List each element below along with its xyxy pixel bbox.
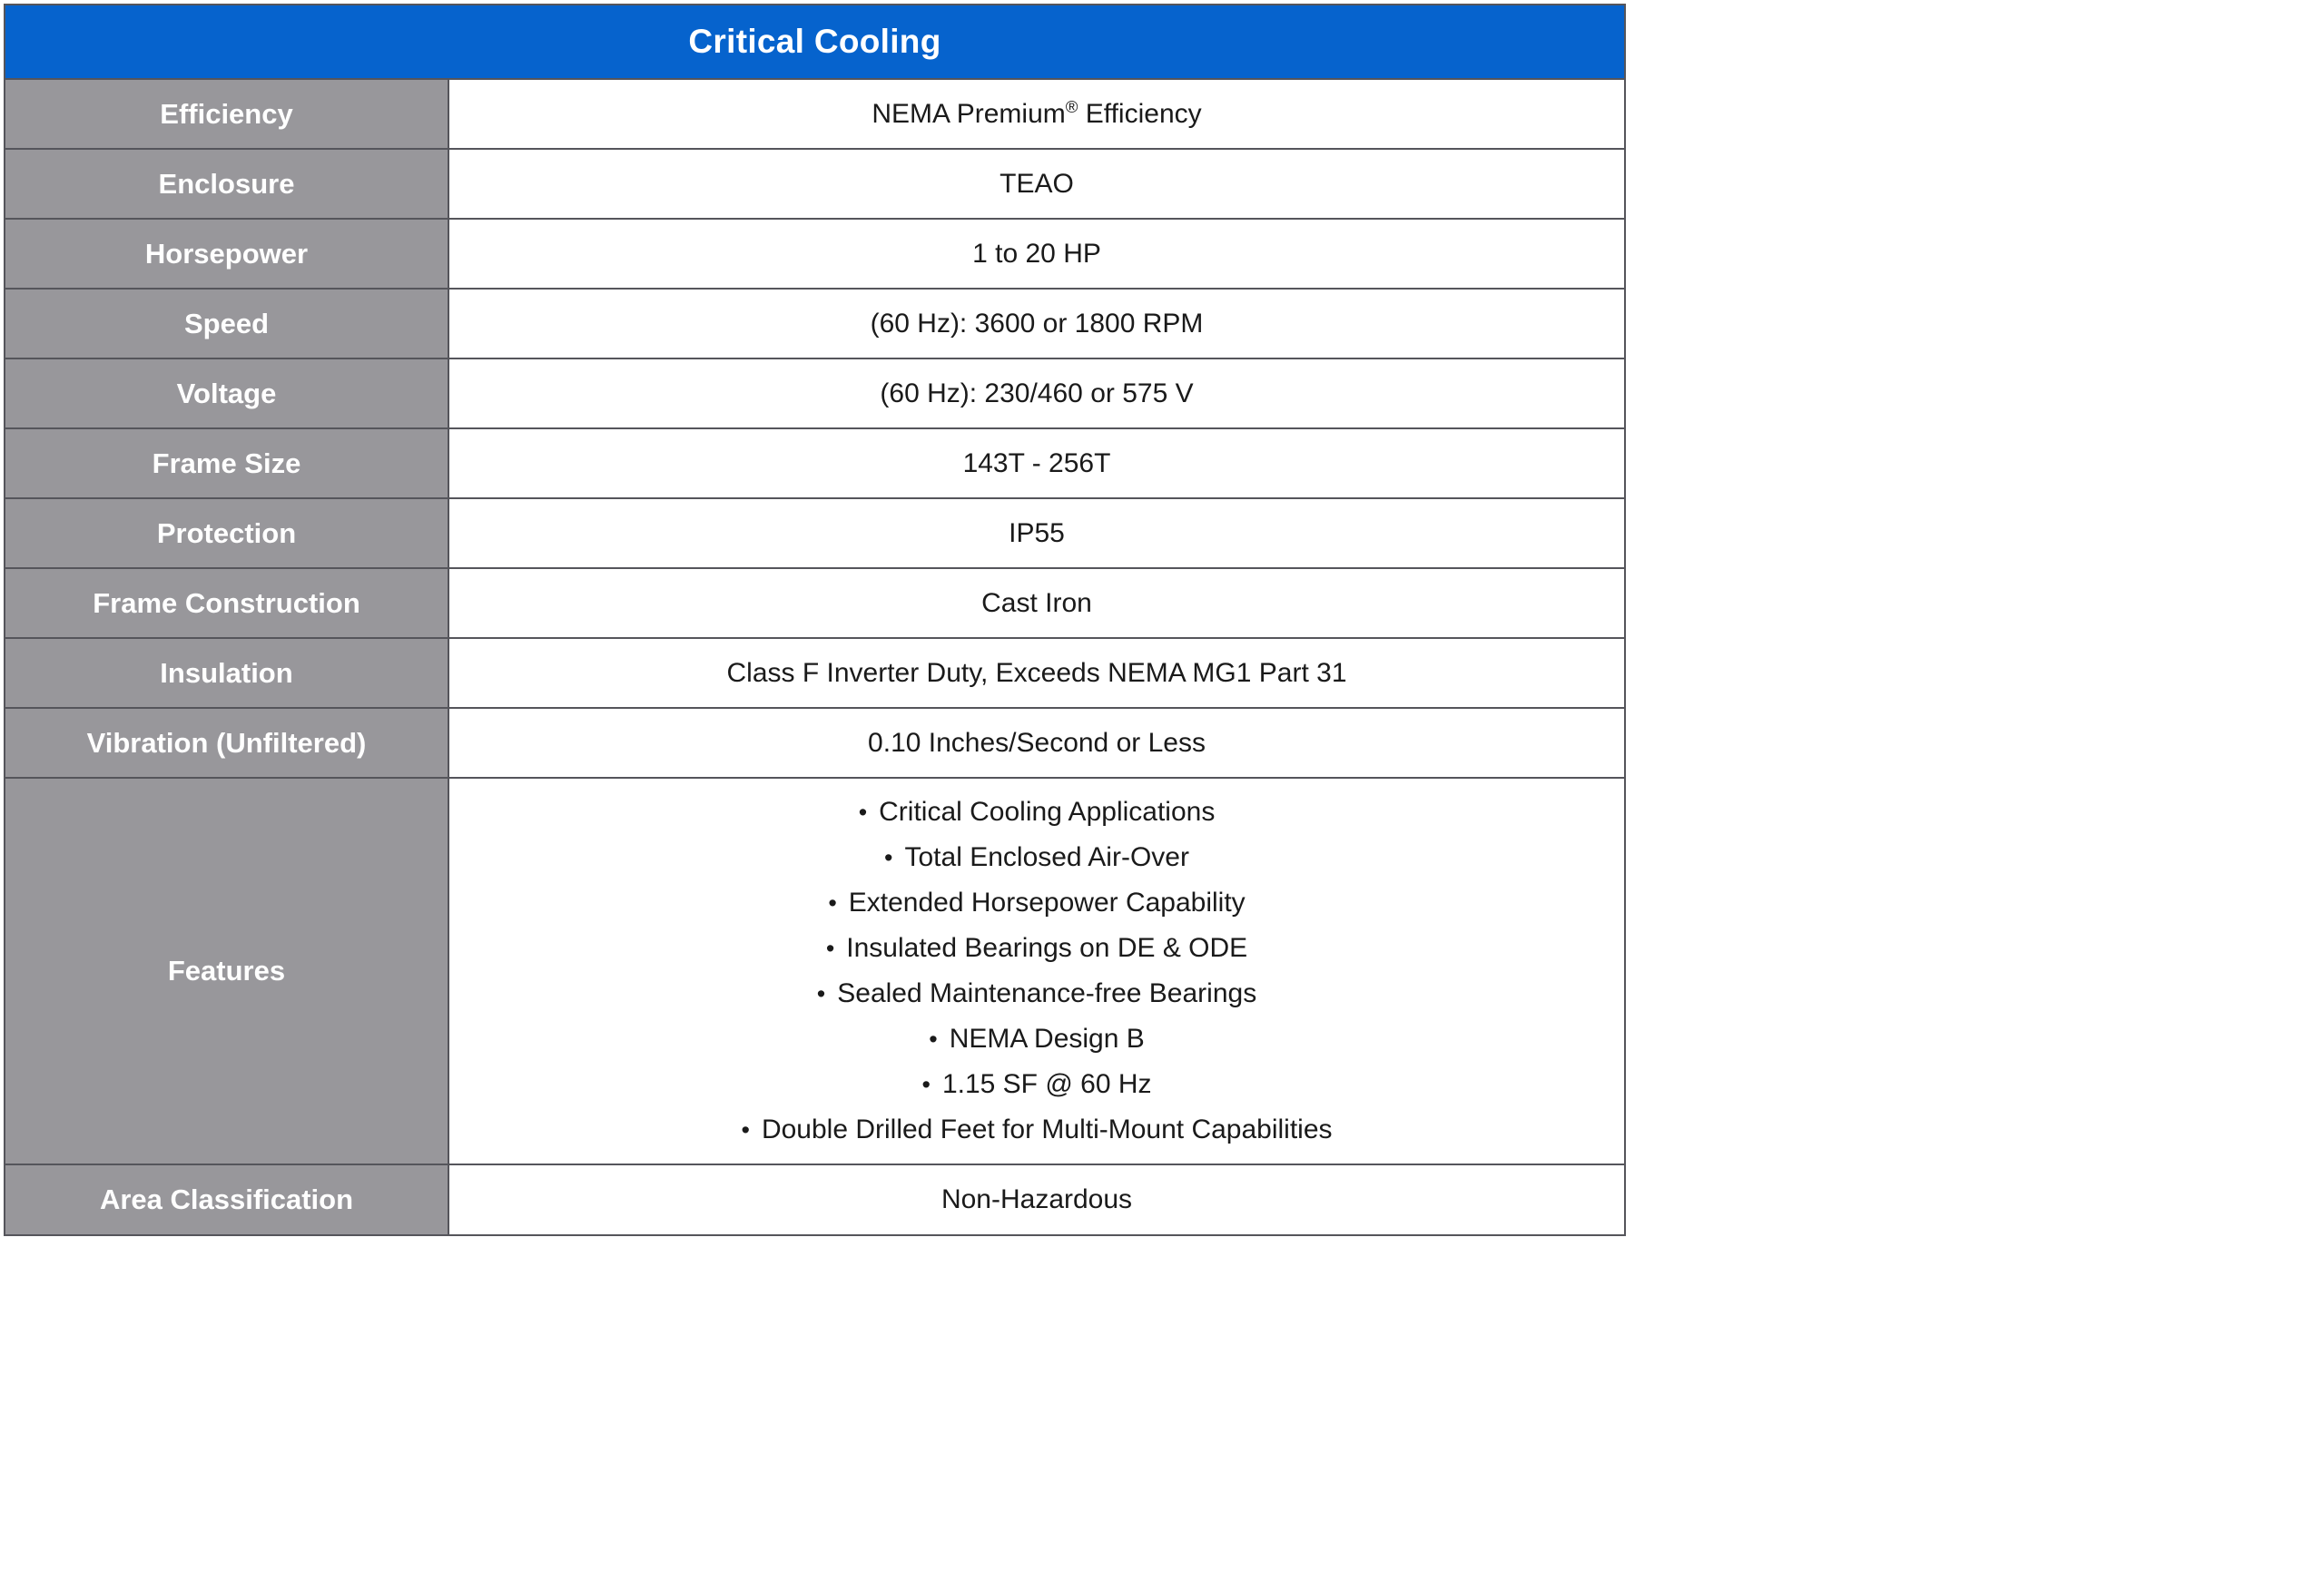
critical-cooling-spec-table	[4, 4, 1626, 1236]
row-label-horsepower: Horsepower	[5, 219, 448, 289]
spec-row-speed	[5, 289, 1625, 358]
feature-item: • Total Enclosed Air-Over	[458, 835, 1615, 880]
spec-row-vibration-unfiltered	[5, 708, 1625, 778]
row-value-efficiency: NEMA Premium® Efficiency	[448, 79, 1625, 149]
row-label-efficiency: Efficiency	[5, 79, 448, 149]
features-list	[458, 790, 1615, 1153]
spec-row-enclosure	[5, 149, 1625, 219]
row-label-frame-construction: Frame Construction	[5, 568, 448, 638]
feature-item: • Double Drilled Feet for Multi-Mount Capabilities	[458, 1107, 1615, 1153]
spec-row-horsepower	[5, 219, 1625, 289]
spec-table-body	[5, 79, 1625, 1235]
row-label-enclosure: Enclosure	[5, 149, 448, 219]
feature-item: • 1.15 SF @ 60 Hz	[458, 1062, 1615, 1107]
spec-row-voltage	[5, 358, 1625, 428]
row-value-area-classification: Non-Hazardous	[448, 1164, 1625, 1235]
row-label-area-classification: Area Classification	[5, 1164, 448, 1235]
feature-item: • Critical Cooling Applications	[458, 790, 1615, 835]
row-value-speed: (60 Hz): 3600 or 1800 RPM	[448, 289, 1625, 358]
spec-row-insulation	[5, 638, 1625, 708]
row-value-enclosure: TEAO	[448, 149, 1625, 219]
spec-row-protection	[5, 498, 1625, 568]
spec-row-efficiency	[5, 79, 1625, 149]
row-value-frame-size: 143T - 256T	[448, 428, 1625, 498]
spec-row-frame-construction	[5, 568, 1625, 638]
table-title: Critical Cooling	[5, 5, 1625, 79]
row-label-protection: Protection	[5, 498, 448, 568]
row-value-frame-construction: Cast Iron	[448, 568, 1625, 638]
row-label-vibration-unfiltered: Vibration (Unfiltered)	[5, 708, 448, 778]
row-label-insulation: Insulation	[5, 638, 448, 708]
spec-row-area-classification	[5, 1164, 1625, 1235]
row-value-features	[448, 778, 1625, 1164]
row-label-features: Features	[5, 778, 448, 1164]
row-value-insulation: Class F Inverter Duty, Exceeds NEMA MG1 Part 31	[448, 638, 1625, 708]
table-header-row	[5, 5, 1625, 79]
row-value-vibration-unfiltered: 0.10 Inches/Second or Less	[448, 708, 1625, 778]
row-value-horsepower: 1 to 20 HP	[448, 219, 1625, 289]
row-value-voltage: (60 Hz): 230/460 or 575 V	[448, 358, 1625, 428]
feature-item: • Extended Horsepower Capability	[458, 880, 1615, 926]
row-label-speed: Speed	[5, 289, 448, 358]
spec-row-features	[5, 778, 1625, 1164]
row-value-protection: IP55	[448, 498, 1625, 568]
row-label-voltage: Voltage	[5, 358, 448, 428]
feature-item: • Insulated Bearings on DE & ODE	[458, 926, 1615, 971]
feature-item: • Sealed Maintenance-free Bearings	[458, 971, 1615, 1016]
spec-row-frame-size	[5, 428, 1625, 498]
row-label-frame-size: Frame Size	[5, 428, 448, 498]
feature-item: • NEMA Design B	[458, 1016, 1615, 1062]
